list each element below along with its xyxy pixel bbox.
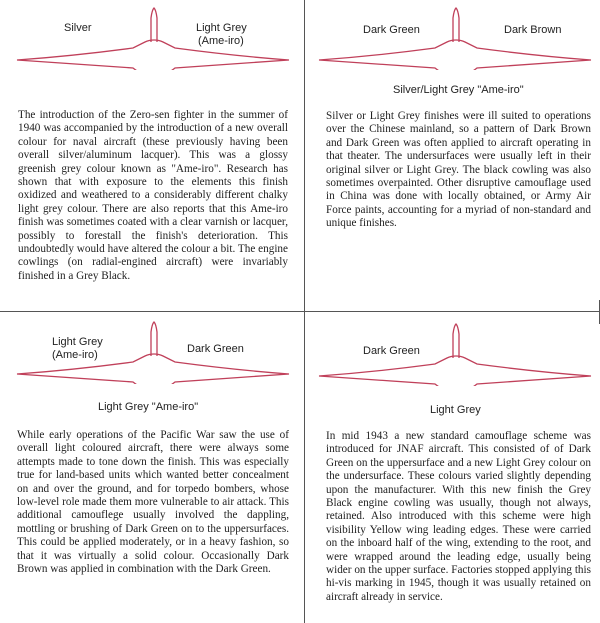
- aircraft-front-view-icon: [13, 4, 293, 70]
- aircraft-front-view-icon: [315, 4, 595, 70]
- label-right-sub: (Ame-iro): [198, 35, 244, 47]
- panel-text: The introduction of the Zero-sen fighter in the summer of 1940 was accompanied by the introduction of a new overall colour for naval aircraft (these previously having been overall silver/aluminum lacquer). This was a glossy greenish grey colour known as "Ame-iro". Research has shown that with exposure to the elements this finish oxidized and weathered to a considerably different chalky light grey colour. There are also reports that this Ame-iro finish was sometimes coated with a clear varnish or lacquer, possibly to forestall the finish's deterioration. This undoubtedly would have altered the colour a bit. The engine cowlings (on radial-engined aircraft) were invariably finished in a Grey Black.: [18, 109, 288, 282]
- label-bottom: Light Grey: [430, 404, 481, 416]
- panel-pacific-war: [0, 312, 305, 623]
- panel-1943-scheme: [305, 312, 600, 623]
- panel-text: In mid 1943 a new standard camouflage scheme was introduced for JNAF aircraft. This consisted of of Dark Green on the uppersurface and a new Light Grey colour on the undersurface. These colours varied slightly depending upon the manufacturer. With this new finish the Grey Black engine cowling was usually, though not always, retained. Also introduced with this scheme were high visibility Yellow wing leading edges. These were carried on the inboard half of the wing, extending to the root, and were wrapped around the leading edge, usually being wider on the upper surface. Factories stopped applying this hi-vis marking in 1945, though it was usually retained on aircraft already in service.: [326, 430, 591, 603]
- panel-text: While early operations of the Pacific War saw the use of overall light coloured aircraft, there were always some attempts made to tone down the finish. This was especially true for land-based units which wanted better concealment on and over the ground, and for torpedo bombers, whose low-level role made them more vulnerable to air attack. This additional camouflege usually involved the dappling, mottling or brushing of Dark Green on to the uppersurfaces. This could be applied moderately, or in a heavy fashion, so that it was virtually a solid colour. Occasionally Dark Brown was applied in combination with the Dark Green.: [17, 429, 289, 576]
- label-left: Silver: [64, 22, 92, 34]
- panel-china-camouflage: [305, 0, 600, 312]
- label-right: Light Grey: [196, 22, 247, 34]
- label-right: Dark Brown: [504, 24, 562, 36]
- aircraft-front-view-icon: [315, 320, 595, 386]
- label-left-sub: (Ame-iro): [52, 349, 98, 361]
- label-right: Dark Green: [187, 343, 244, 355]
- label-left: Light Grey: [52, 336, 103, 348]
- label-bottom: Light Grey "Ame-iro": [98, 401, 199, 413]
- label-left: Dark Green: [363, 345, 420, 357]
- label-left: Dark Green: [363, 24, 420, 36]
- label-bottom: Silver/Light Grey "Ame-iro": [393, 84, 524, 96]
- panel-overall-silver: [0, 0, 305, 312]
- panel-text: Silver or Light Grey finishes were ill suited to operations over the Chinese mainland, so a pattern of Dark Brown and Dark Green was often applied to aircraft operating in that theater. The undersurfaces were usually left in their original silver or Light Grey. The black cowling was also sometimes overpainted. Other disruptive camouflage used in China was done with locally obtained, or Army Air Force paints, accounting for a myriad of non-standard and unique finishes.: [326, 110, 591, 230]
